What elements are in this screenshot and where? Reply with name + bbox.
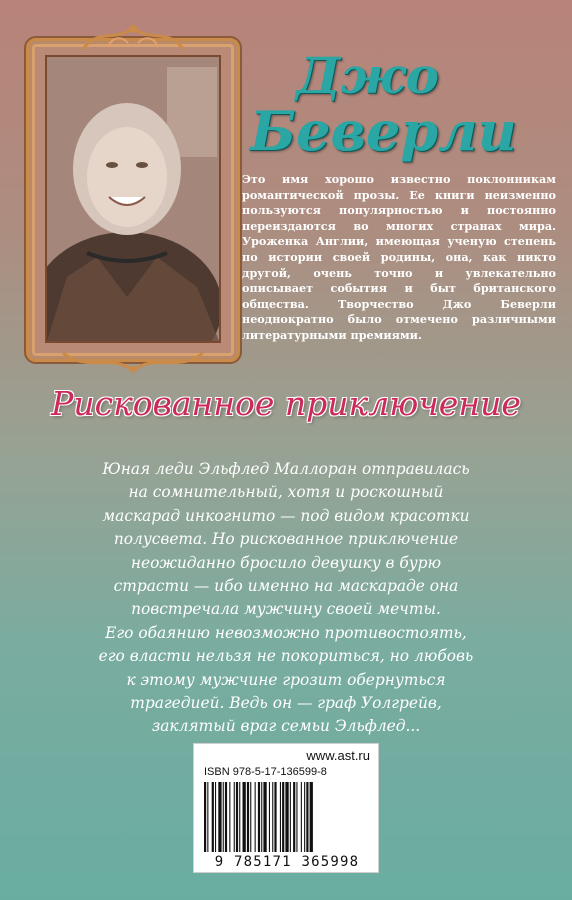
barcode-bar bbox=[274, 782, 276, 852]
annotation-line: маскарад инкогнито — под видом красотки bbox=[102, 506, 470, 525]
author-last-name: Беверли bbox=[250, 99, 517, 163]
annotation-line: к этому мужчине грозит обернуться bbox=[126, 670, 446, 689]
frame-crest-ornament bbox=[78, 23, 188, 51]
annotation-line: страсти — ибо именно на маскараде она bbox=[113, 577, 459, 596]
barcode-digits: 9 785171 365998 bbox=[214, 854, 360, 870]
barcode-bar bbox=[258, 782, 260, 852]
barcode-bar bbox=[301, 782, 302, 852]
barcode-bar bbox=[306, 782, 308, 852]
barcode-bars bbox=[202, 782, 372, 852]
barcode-bar bbox=[207, 782, 208, 852]
author-first-name: Джо bbox=[296, 46, 440, 105]
isbn-number: ISBN 978-5-17-136599-8 bbox=[204, 766, 327, 778]
author-photo bbox=[45, 55, 221, 343]
barcode-bar bbox=[304, 782, 305, 852]
barcode-bar bbox=[229, 782, 230, 852]
author-bio: Это имя хорошо известно поклонникам романтической прозы. Ее книги неизменно пользуются популярностью и постоянно переиздаются во многих странах мира. Уроженка Англии, имеющая ученую степень по истории своей родины, она, как никто другой, очень точно и увлекательно описывает события и быт британского общества. Творчество Джо Беверли неоднократно было отмечено различными литературными премиями. bbox=[242, 172, 556, 342]
barcode-bar bbox=[272, 782, 273, 852]
annotation-line: трагедией. Ведь он — граф Уолгрейв, bbox=[130, 694, 442, 713]
barcode-panel bbox=[194, 744, 378, 872]
annotation-line: на сомнительный, хотя и роскошный bbox=[128, 483, 444, 502]
barcode-bar bbox=[296, 782, 297, 852]
annotation-line: Юная леди Эльфлед Маллоран отправилась bbox=[102, 460, 470, 478]
barcode-bar bbox=[269, 782, 270, 852]
barcode-bar bbox=[280, 782, 281, 852]
barcode-bar bbox=[247, 782, 249, 852]
frame-foot-ornament bbox=[58, 349, 208, 375]
book-title: Рискованное приключение bbox=[51, 384, 521, 423]
barcode-bar bbox=[250, 782, 251, 852]
barcode-bar bbox=[225, 782, 227, 852]
publisher-site: www.ast.ru bbox=[306, 748, 370, 763]
annotation-line: его власти нельзя не покориться, но любовь bbox=[98, 647, 474, 666]
annotation-line: повстречала мужчину своей мечты. bbox=[131, 600, 441, 619]
barcode-bar bbox=[263, 782, 266, 852]
barcode-bar bbox=[223, 782, 224, 852]
author-name bbox=[250, 46, 550, 163]
barcode-bar bbox=[282, 782, 284, 852]
barcode-bar bbox=[212, 782, 214, 852]
annotation-line: неожиданно бросило девушку в бурю bbox=[130, 553, 442, 572]
barcode-bar bbox=[293, 782, 295, 852]
annotation-line: заклятый враг семьи Эльфлед... bbox=[151, 717, 421, 736]
barcode-bar bbox=[255, 782, 256, 852]
barcode-bar bbox=[261, 782, 262, 852]
barcode-bar bbox=[243, 782, 246, 852]
barcode-bar bbox=[239, 782, 240, 852]
barcode-bar bbox=[234, 782, 235, 852]
book-annotation bbox=[36, 458, 536, 739]
barcode-bar bbox=[204, 782, 206, 852]
portrait-frame bbox=[26, 38, 240, 362]
barcode-bar bbox=[290, 782, 291, 852]
barcode-bar bbox=[310, 782, 313, 852]
barcode-bar bbox=[218, 782, 221, 852]
barcode-bar bbox=[285, 782, 288, 852]
annotation-line: Его обаянию невозможно противостоять, bbox=[105, 623, 467, 642]
barcode-bar bbox=[215, 782, 216, 852]
annotation-line: полусвета. Но рискованное приключение bbox=[113, 530, 459, 549]
barcode-bar bbox=[236, 782, 238, 852]
